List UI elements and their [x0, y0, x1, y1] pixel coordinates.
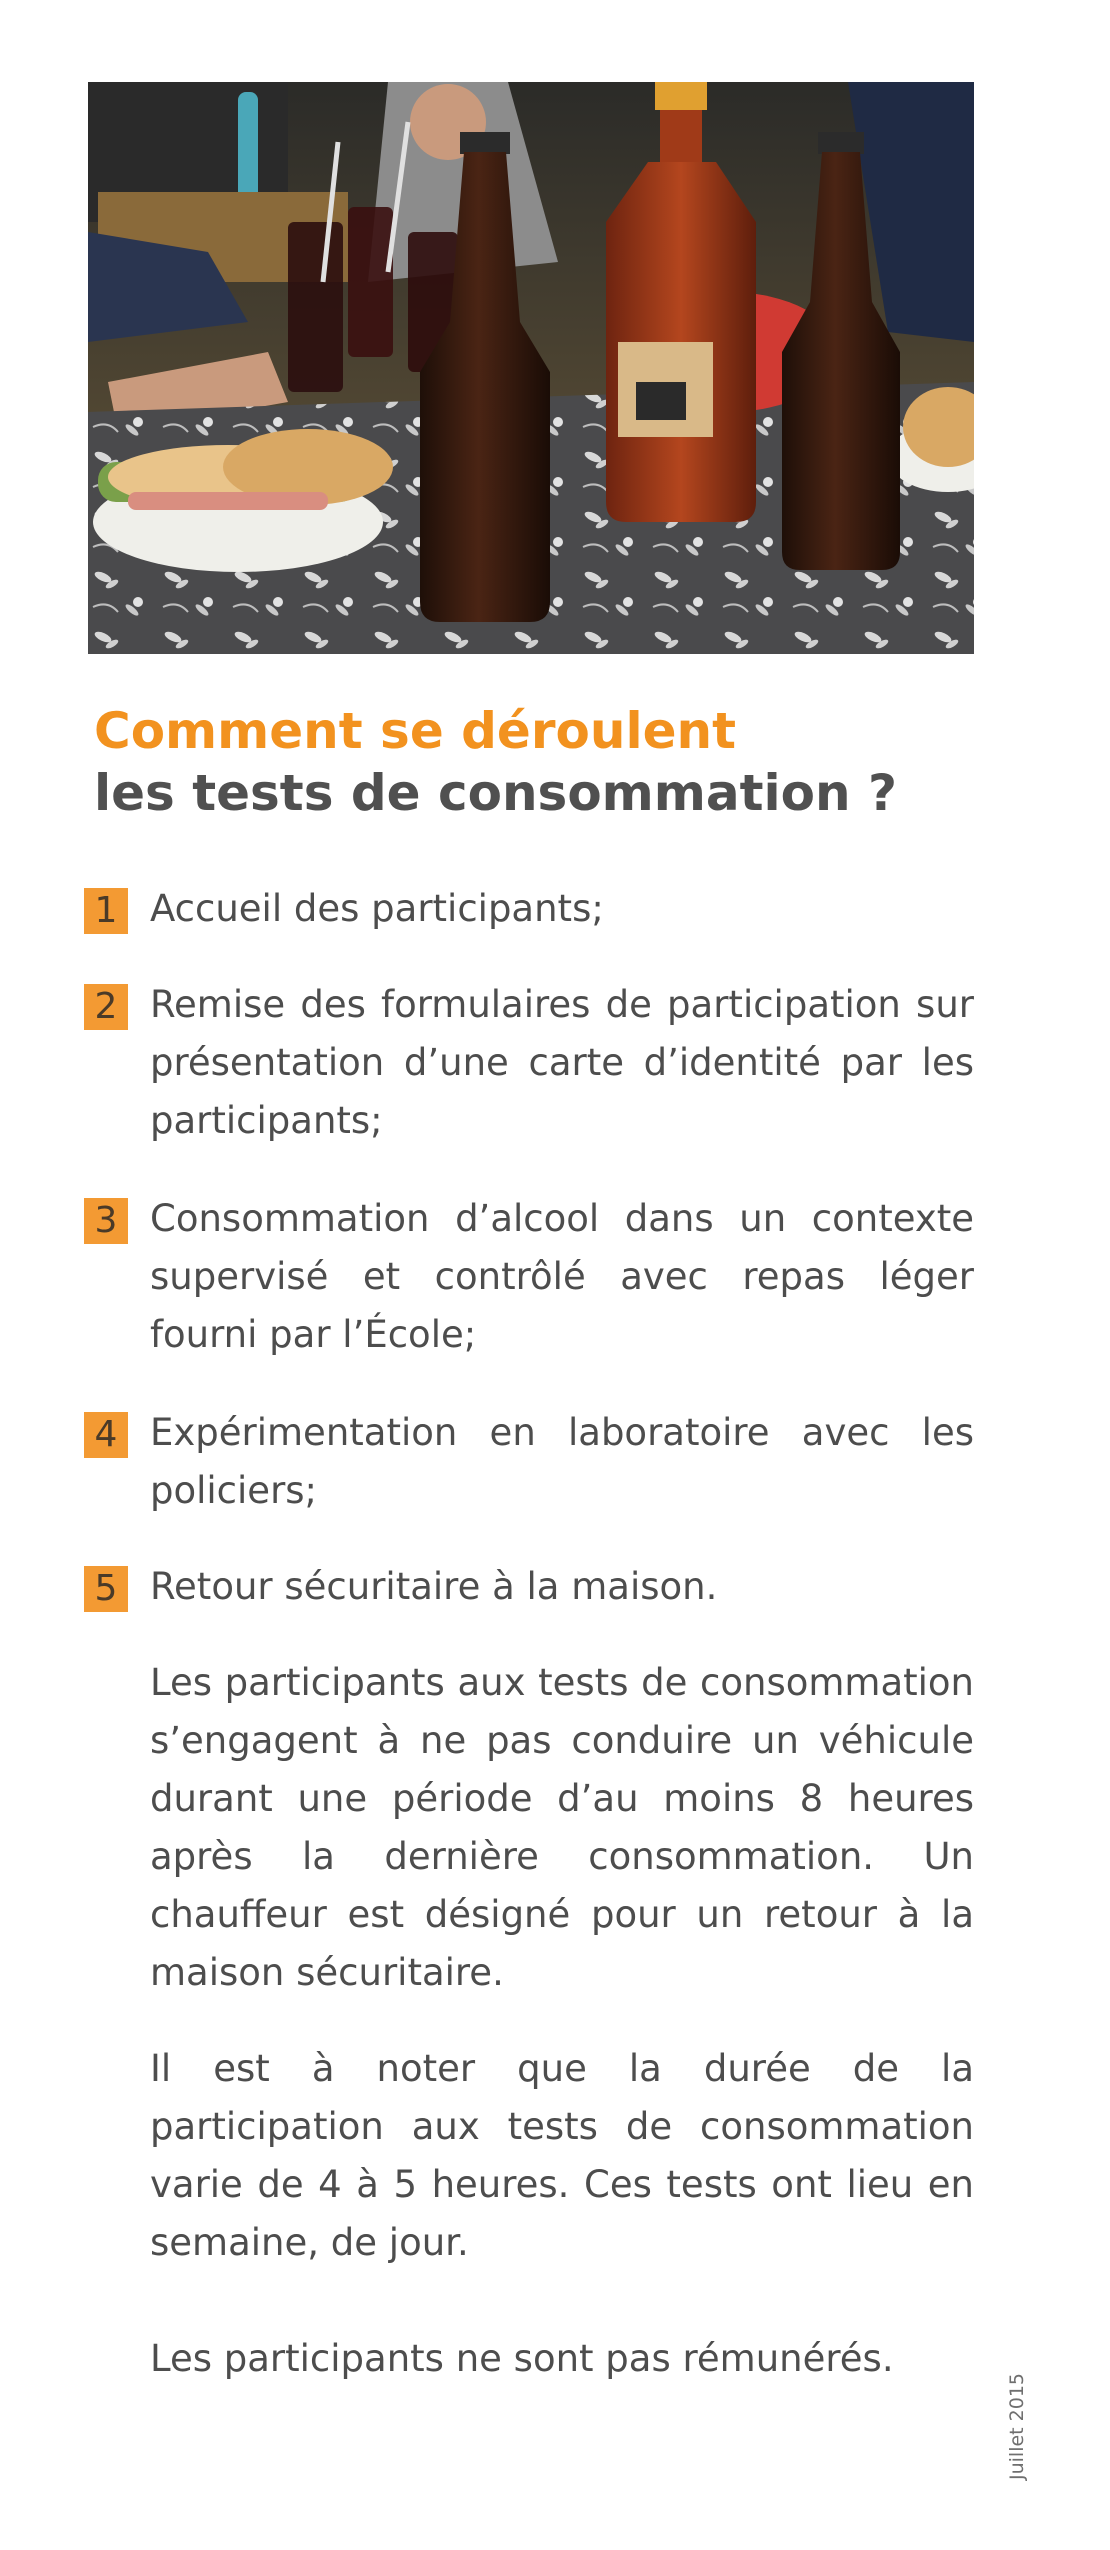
step-number-badge: 4: [84, 1412, 128, 1458]
step-item: [84, 1558, 974, 1616]
step-text: Expérimentation en laboratoire avec les policiers;: [150, 1411, 974, 1512]
step-item: [84, 1404, 974, 1520]
paragraph-duration: Il est à noter que la durée de la participation aux tests de consommation varie de 4 à 5 heures. Ces tests ont lieu en semaine, de jour.: [150, 2047, 974, 2264]
paragraph-no-driving: Les participants aux tests de consommation s’engagent à ne pas conduire un véhicule durant une période d’au moins 8 heures après la dernière consommation. Un chauffeur est désigné pour un retour à la maison sécuritaire.: [150, 1661, 974, 1994]
step-item: [84, 1190, 974, 1364]
step-text: Accueil des participants;: [150, 887, 604, 930]
step-text: Remise des formulaires de participation sur présentation d’une carte d’identité par les participants;: [150, 983, 974, 1142]
step-number-badge: 5: [84, 1566, 128, 1612]
heading-line-2: les tests de consommation ?: [94, 764, 898, 822]
footer-date: Juillet 2015: [1006, 2372, 1028, 2480]
paragraph-not-paid: Les participants ne sont pas rémunérés.: [150, 2337, 894, 2380]
step-item: [84, 880, 974, 938]
photo-beer-bottles-on-table: [88, 82, 974, 654]
step-number-badge: 1: [84, 888, 128, 934]
step-text: Consommation d’alcool dans un contexte supervisé et contrôlé avec repas léger fourni par l’École;: [150, 1197, 974, 1356]
step-number-badge: 3: [84, 1198, 128, 1244]
heading-line-1: Comment se déroulent: [94, 702, 736, 760]
step-text: Retour sécuritaire à la maison.: [150, 1565, 718, 1608]
step-number-badge: 2: [84, 984, 128, 1030]
photo-illustration: [88, 82, 974, 654]
page-heading: [94, 700, 994, 824]
step-item: [84, 976, 974, 1150]
